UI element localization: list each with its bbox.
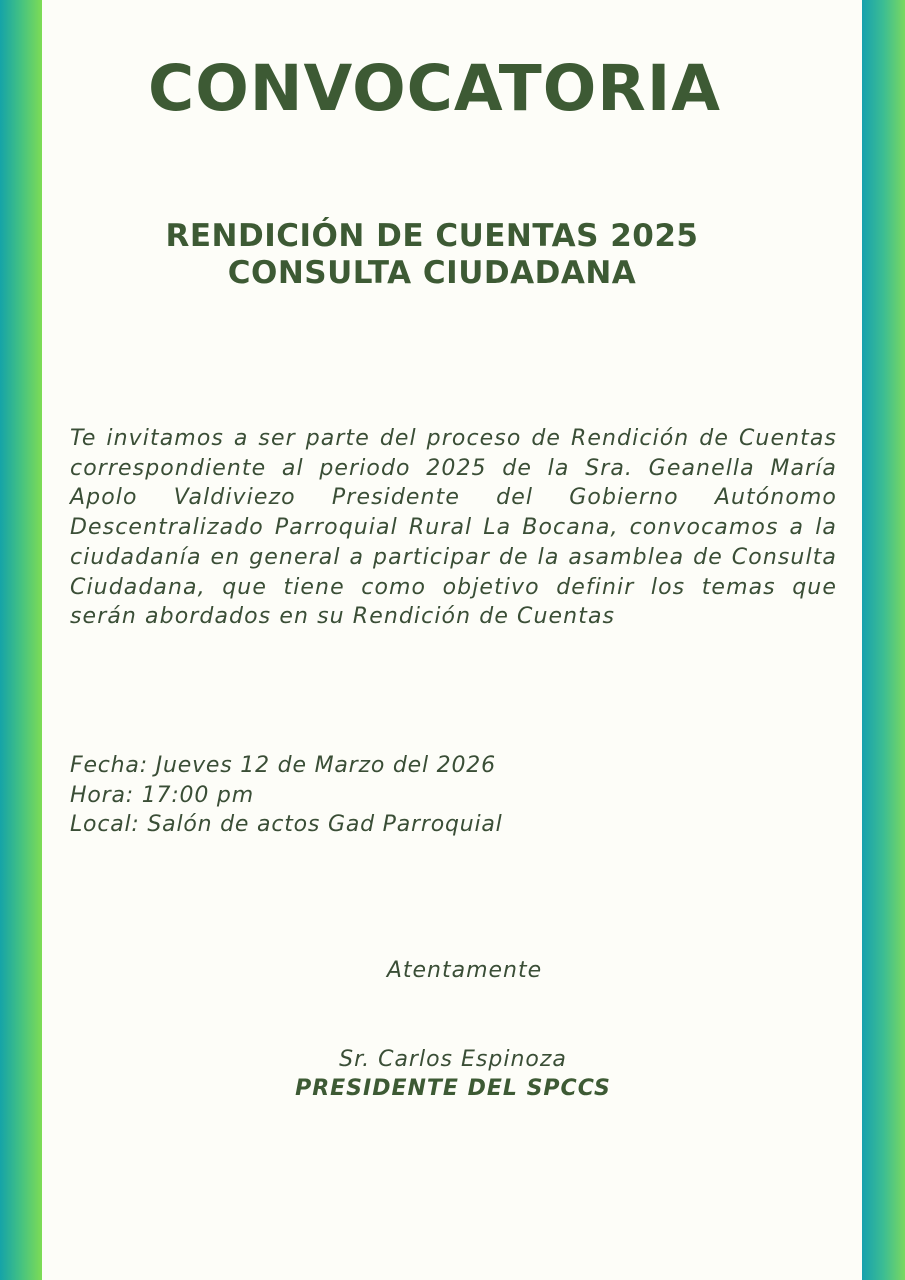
page-subtitle xyxy=(42,218,822,292)
signer-name: Sr. Carlos Espinoza xyxy=(339,1047,567,1072)
signer-role: PRESIDENTE DEL SPCCS xyxy=(295,1076,611,1101)
subtitle-line-1: RENDICIÓN DE CUENTAS 2025 xyxy=(165,218,699,254)
event-location: Local: Salón de actos Gad Parroquial xyxy=(70,812,503,837)
closing-text: Atentamente xyxy=(386,958,543,983)
subtitle-line-2: CONSULTA CIUDADANA xyxy=(227,255,637,291)
right-gradient-border xyxy=(862,0,905,1280)
event-time: Hora: 17:00 pm xyxy=(70,782,254,808)
invitation-page xyxy=(42,0,862,1280)
page-title: CONVOCATORIA xyxy=(147,52,722,125)
left-gradient-border xyxy=(0,0,42,1280)
event-date: Fecha: Jueves 12 de Marzo del 2026 xyxy=(70,753,496,778)
invitation-body: Te invitamos a ser parte del proceso de Rendición de Cuentas correspondiente al periodo 2025 de la Sra. Geanella María Apolo Valdiviezo Presidente del Gobierno Autónomo Descentralizado Parroquial Rural La Bocana, convocamos a la ciudadanía en general a participar de la asamblea de Consulta Ciudadana, que tiene como objetivo definir los temas que serán abordados en su Rendición de Cuentas xyxy=(70,426,837,630)
event-details xyxy=(70,751,770,840)
